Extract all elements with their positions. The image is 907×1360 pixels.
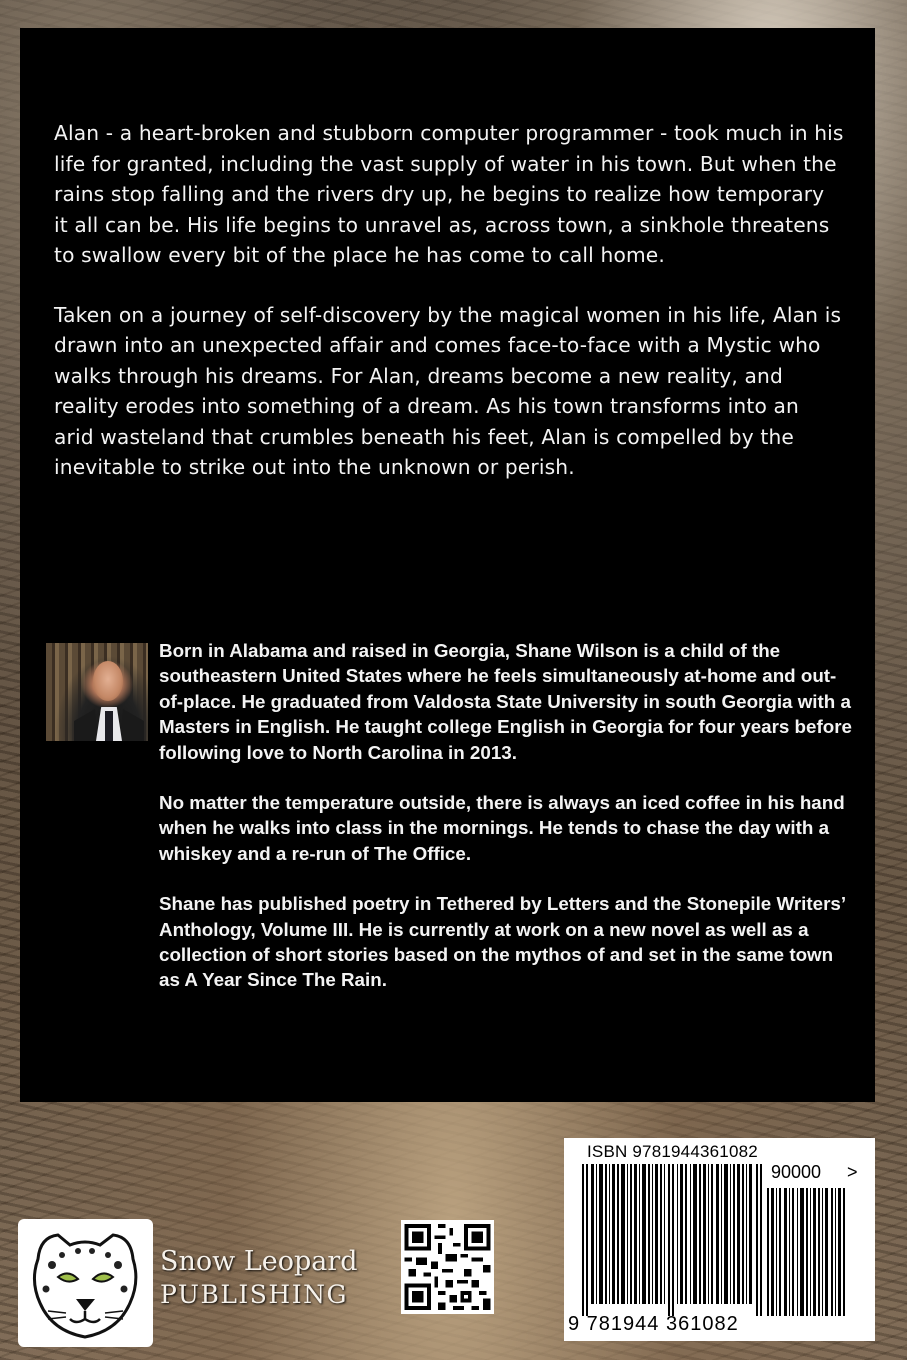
publisher-name-line: Snow Leopard <box>160 1246 358 1277</box>
author-bio-paragraph-2: No matter the temperature outside, there is always an iced coffee in his hand when he walks into class in the mornings. He tends to chase the day with a whiskey and a re-run of The Office. <box>159 792 845 864</box>
isbn-barcode <box>564 1138 875 1341</box>
author-photo <box>46 643 148 741</box>
author-bio <box>159 638 859 1018</box>
addon-barcode-bars <box>767 1188 847 1316</box>
snow-leopard-logo-icon <box>18 1219 153 1347</box>
synopsis-paragraph-2: Taken on a journey of self-discovery by the magical women in his life, Alan is drawn into an unexpected affair and comes face-to-face with a Mystic who walks through his dreams. For Alan, dreams become a new reality, and reality erodes into something of a dream. As his town transforms into an arid wasteland that crumbles beneath his feet, Alan is compelled by the inevitable to strike out into the unknown or perish. <box>54 302 842 479</box>
price-arrow: > <box>847 1162 858 1182</box>
price-code: 90000 <box>771 1162 822 1182</box>
author-bio-paragraph-1: Born in Alabama and raised in Georgia, Shane Wilson is a child of the southeastern United States where he feels simultaneously at-home and out-of-place. He graduated from Valdosta State University in south Georgia with a Masters in English. He taught college English in Georgia for four years before following love to North Carolina in 2013. <box>159 640 852 763</box>
ean-barcode-bars <box>582 1164 762 1316</box>
barcode-digits: 9 781944 361082 <box>568 1313 739 1335</box>
publisher-sub-line: PUBLISHING <box>160 1280 348 1309</box>
isbn-label: ISBN 9781944361082 <box>587 1142 758 1161</box>
publisher-name <box>160 1245 358 1311</box>
qr-code-icon <box>401 1220 494 1314</box>
synopsis <box>54 118 844 512</box>
synopsis-paragraph-1: Alan - a heart-broken and stubborn computer programmer - took much in his life for granted, including the vast supply of water in his town. But when the rains stop falling and the rivers dry up, he begins to realize how temporary it all can be. His life begins to unravel as, across town, a sinkhole threatens to swallow every bit of the place he has come to call home. <box>54 121 844 267</box>
author-bio-paragraph-3: Shane has published poetry in Tethered by Letters and the Stonepile Writers’ Anthology, Volume III. He is currently at work on a new novel as well as a collection of short stories based on the mythos of and set in the same town as A Year Since The Rain. <box>159 893 846 991</box>
